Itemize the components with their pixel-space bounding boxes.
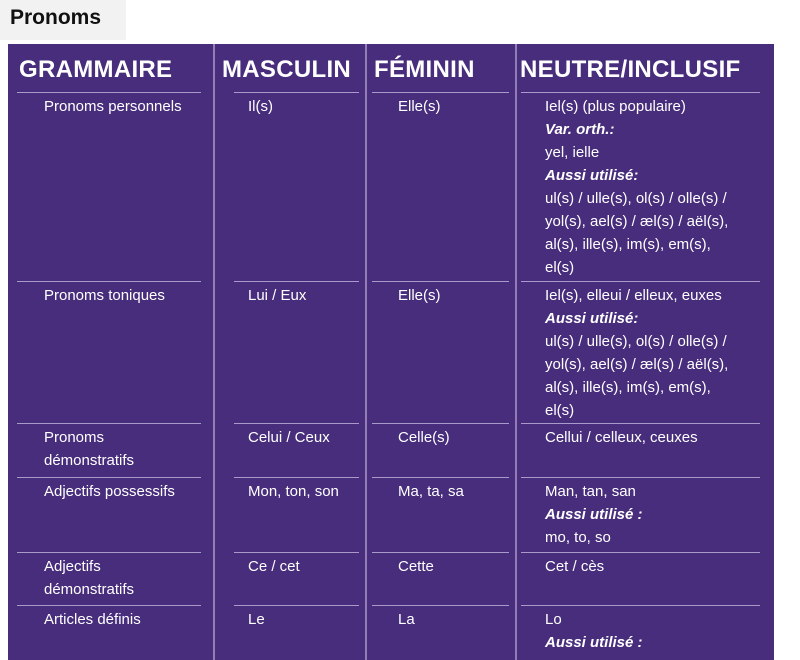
row-separator bbox=[521, 281, 760, 282]
cell-line: démonstratifs bbox=[44, 452, 135, 469]
row-separator bbox=[234, 605, 359, 606]
cell-line: Var. orth.: bbox=[545, 121, 615, 138]
grammar-cell bbox=[44, 284, 165, 307]
cell-line: Lo bbox=[545, 611, 562, 628]
neutre-cell bbox=[545, 284, 728, 422]
cell-line: Cet / cès bbox=[545, 558, 605, 575]
neutre-cell bbox=[545, 426, 698, 449]
row-separator bbox=[17, 92, 201, 93]
masculin-cell bbox=[248, 608, 265, 631]
row-separator bbox=[372, 281, 509, 282]
cell-line: Adjectifs bbox=[44, 558, 101, 575]
neutre-cell bbox=[545, 555, 604, 578]
neutre-cell bbox=[545, 608, 643, 654]
cell-line: La bbox=[398, 611, 415, 628]
row-separator bbox=[372, 423, 509, 424]
title-tab bbox=[0, 0, 126, 40]
row-separator bbox=[521, 477, 760, 478]
header-grammaire: GRAMMAIRE bbox=[19, 56, 173, 83]
row-separator bbox=[521, 605, 760, 606]
row-separator bbox=[234, 552, 359, 553]
cell-line: Aussi utilisé: bbox=[545, 167, 639, 184]
cell-line: Lui / Eux bbox=[248, 287, 307, 304]
header-feminin: FÉMININ bbox=[374, 56, 475, 83]
cell-line: Iel(s) (plus populaire) bbox=[545, 98, 686, 115]
row-separator bbox=[372, 92, 509, 93]
column-divider bbox=[515, 44, 517, 660]
cell-line: Il(s) bbox=[248, 98, 273, 115]
header-masculin: MASCULIN bbox=[222, 56, 352, 83]
pronouns-table bbox=[8, 44, 774, 660]
row-separator bbox=[17, 605, 201, 606]
cell-line: Mon, ton, son bbox=[248, 483, 339, 500]
cell-line: ul(s) / ulle(s), ol(s) / olle(s) / bbox=[545, 190, 727, 207]
masculin-cell bbox=[248, 426, 330, 449]
feminin-cell bbox=[398, 426, 450, 449]
row-separator bbox=[521, 552, 760, 553]
grammar-cell bbox=[44, 555, 134, 601]
feminin-cell bbox=[398, 480, 464, 503]
feminin-cell bbox=[398, 284, 441, 307]
cell-line: Pronoms toniques bbox=[44, 287, 165, 304]
row-separator bbox=[17, 423, 201, 424]
row-separator bbox=[521, 92, 760, 93]
cell-line: ul(s) / ulle(s), ol(s) / olle(s) / bbox=[545, 333, 727, 350]
cell-line: Aussi utilisé: bbox=[545, 310, 639, 327]
masculin-cell bbox=[248, 555, 300, 578]
cell-line: démonstratifs bbox=[44, 581, 135, 598]
cell-line: yel, ielle bbox=[545, 144, 600, 161]
cell-line: Elle(s) bbox=[398, 287, 441, 304]
cell-line: mo, to, so bbox=[545, 529, 611, 546]
cell-line: Aussi utilisé : bbox=[545, 506, 643, 523]
cell-line: Pronoms personnels bbox=[44, 98, 182, 115]
cell-line: Ce / cet bbox=[248, 558, 300, 575]
cell-line: yol(s), ael(s) / æl(s) / aël(s), bbox=[545, 356, 729, 373]
masculin-cell bbox=[248, 480, 339, 503]
cell-line: Celle(s) bbox=[398, 429, 450, 446]
column-divider bbox=[213, 44, 215, 660]
row-separator bbox=[17, 477, 201, 478]
row-separator bbox=[521, 423, 760, 424]
cell-line: al(s), ille(s), im(s), em(s), bbox=[545, 236, 711, 253]
masculin-cell bbox=[248, 95, 273, 118]
row-separator bbox=[234, 423, 359, 424]
row-separator bbox=[372, 605, 509, 606]
cell-line: Articles définis bbox=[44, 611, 141, 628]
row-separator bbox=[234, 477, 359, 478]
neutre-cell bbox=[545, 480, 643, 549]
cell-line: Adjectifs possessifs bbox=[44, 483, 175, 500]
neutre-cell bbox=[545, 95, 728, 279]
cell-line: Cellui / celleux, ceuxes bbox=[545, 429, 698, 446]
cell-line: Cette bbox=[398, 558, 434, 575]
cell-line: Aussi utilisé : bbox=[545, 634, 643, 651]
header-neutre-inclusif: NEUTRE/INCLUSIF bbox=[520, 56, 741, 83]
grammar-cell bbox=[44, 95, 182, 118]
cell-line: el(s) bbox=[545, 402, 575, 419]
grammar-cell bbox=[44, 480, 175, 503]
row-separator bbox=[372, 552, 509, 553]
page-title: Pronoms bbox=[10, 6, 102, 29]
row-separator bbox=[17, 552, 201, 553]
cell-line: yol(s), ael(s) / æl(s) / aël(s), bbox=[545, 213, 729, 230]
cell-line: Le bbox=[248, 611, 265, 628]
feminin-cell bbox=[398, 95, 441, 118]
grammar-cell bbox=[44, 426, 134, 472]
row-separator bbox=[17, 281, 201, 282]
feminin-cell bbox=[398, 608, 415, 631]
row-separator bbox=[372, 477, 509, 478]
row-separator bbox=[234, 92, 359, 93]
grammar-cell bbox=[44, 608, 141, 631]
cell-line: el(s) bbox=[545, 259, 575, 276]
row-separator bbox=[234, 281, 359, 282]
cell-line: Man, tan, san bbox=[545, 483, 636, 500]
cell-line: al(s), ille(s), im(s), em(s), bbox=[545, 379, 711, 396]
cell-line: Ma, ta, sa bbox=[398, 483, 464, 500]
cell-line: Iel(s), elleui / elleux, euxes bbox=[545, 287, 722, 304]
cell-line: Elle(s) bbox=[398, 98, 441, 115]
column-divider bbox=[365, 44, 367, 660]
cell-line: Celui / Ceux bbox=[248, 429, 330, 446]
feminin-cell bbox=[398, 555, 434, 578]
masculin-cell bbox=[248, 284, 306, 307]
cell-line: Pronoms bbox=[44, 429, 105, 446]
